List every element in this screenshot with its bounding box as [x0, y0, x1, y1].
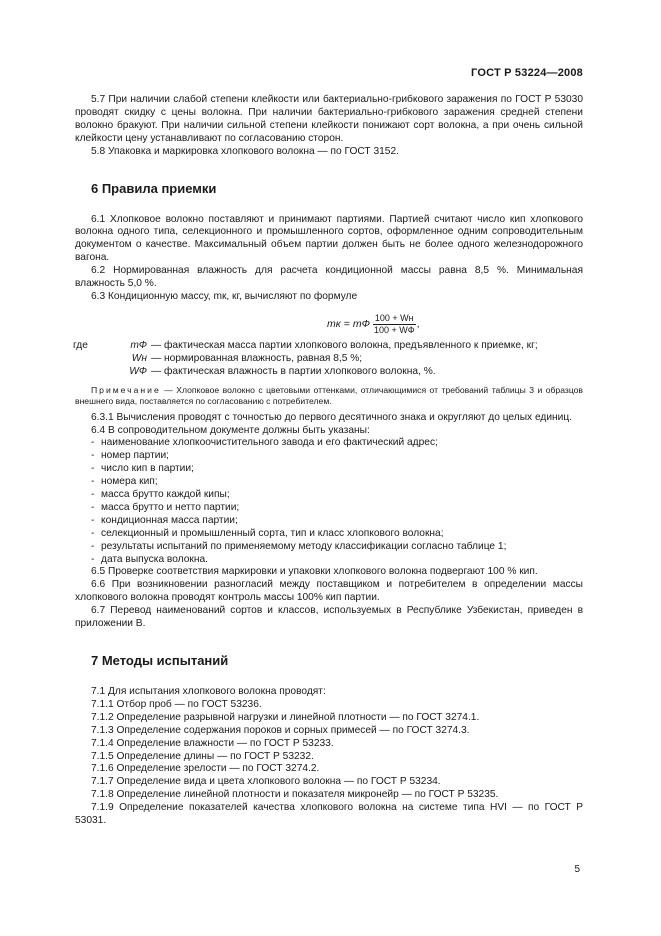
- where-symbol: mФ: [130, 339, 147, 351]
- list-item: - результаты испытаний по применяемому методу классификации согласно таблице 1;: [91, 540, 507, 552]
- paragraph-7-1-9: 7.1.9 Определение показателей качества хлопкового волокна на системе типа HVI — по ГОСТ Р 53031.: [75, 802, 583, 827]
- method-item: 7.1.5 Определение длины — по ГОСТ Р 53232.: [91, 750, 314, 762]
- paragraph-6-1: 6.1 Хлопковое волокно поставляют и принимают партиями. Партией считают число кип хлопкового волокна одного типа, селекционного и промышленного сортов, оформленное одним сопроводительным документом о качестве. Максимальный объем партии должен быть не более одного железнодорожного вагона.: [75, 213, 583, 264]
- method-item: 7.1.8 Определение линейной плотности и показателя микронейр — по ГОСТ Р 53235.: [91, 789, 499, 801]
- list-item: - дата выпуска волокна.: [91, 553, 208, 565]
- where-item: [75, 366, 583, 379]
- paragraph-6-3: 6.3 Кондиционную массу, mк, кг, вычисляют по формуле: [91, 290, 358, 302]
- list-item: - масса брутто каждой кипы;: [91, 489, 230, 501]
- paragraph-6-6: 6.6 При возникновении разногласий между поставщиком и потребителем в определении массы хлопкового волокна проводят контроль массы 100% кип партии.: [75, 579, 583, 604]
- paragraph-6-7: 6.7 Перевод наименований сортов и классов, используемых в Республике Узбекистан, приведен в приложении В.: [75, 605, 583, 630]
- method-item: 7.1.7 Определение вида и цвета хлопкового волокна — по ГОСТ Р 53234.: [91, 776, 441, 788]
- formula-denominator: 100 + WФ: [373, 324, 415, 335]
- method-item: 7.1.6 Определение зрелости — по ГОСТ 3274.2.: [91, 763, 320, 775]
- list-item: - наименование хлопкоочистительного завода и его фактический адрес;: [91, 437, 438, 449]
- paragraph-6-5: 6.5 Проверке соответствия маркировки и упаковки хлопкового волокна подвергают 100 % кип.: [91, 566, 538, 578]
- paragraph-6-2: 6.2 Нормированная влажность для расчета кондиционной массы равна 8,5 %. Минимальная влажность 5,0 %.: [75, 265, 583, 290]
- method-item: 7.1.1 Отбор проб — по ГОСТ 53236.: [91, 698, 262, 710]
- section-7-title: 7 Методы испытаний: [91, 653, 229, 668]
- list-item: - число кип в партии;: [91, 463, 194, 475]
- where-text: — нормированная влажность, равная 8,5 %;: [151, 352, 363, 364]
- where-item: [75, 340, 583, 353]
- formula-numerator: 100 + Wн: [374, 312, 414, 323]
- list-item: - кондиционная масса партии;: [91, 514, 238, 526]
- list-item: - номер партии;: [91, 450, 169, 462]
- formula-equals: =: [343, 317, 350, 330]
- document-id-header: ГОСТ Р 53224—2008: [471, 67, 583, 79]
- note-text: — Хлопковое волокно с цветовыми оттенками, отличающимися от требований таблицы 3 и образцов внешнего вида, поставляется по согласованию с потребителем.: [75, 384, 583, 406]
- where-item: [75, 353, 583, 366]
- list-item: - селекционный и промышленный сорта, тип и класс хлопкового волокна;: [91, 527, 444, 539]
- method-item: 7.1 Для испытания хлопкового волокна проводят:: [91, 686, 326, 697]
- page-content: [75, 94, 583, 828]
- method-item: 7.1.3 Определение содержания пороков и сорных примесей — по ГОСТ 3274.3.: [91, 724, 470, 736]
- where-text: — фактическая масса партии хлопкового волокна, предъявленного к приемке, кг;: [151, 339, 538, 351]
- paragraph-5-7: 5.7 При наличии слабой степени клейкости или бактериально-грибкового заражения по ГОСТ Р 53030 проводят скидку с цены волокна. При наличии бактериально-грибкового заражения средней степени волокно бракуют. При наличии сильной степени клейкости понижают сорт волокна, а при очень сильной клейкости цену устанавливают по согласованию сторон.: [75, 94, 583, 144]
- where-symbol: Wн: [131, 352, 147, 364]
- method-item: 7.1.2 Определение разрывной нагрузки и линейной плотности — по ГОСТ 3274.1.: [91, 711, 480, 723]
- where-lead: где: [73, 339, 88, 351]
- paragraph-5-8: 5.8 Упаковка и маркировка хлопкового волокна — по ГОСТ 3152.: [91, 145, 399, 157]
- formula-factor: mФ: [352, 317, 370, 330]
- formula-comma: ,: [416, 317, 420, 330]
- paragraph-6-4: 6.4 В сопроводительном документе должны быть указаны:: [91, 424, 370, 436]
- formula-fraction: [372, 313, 417, 336]
- note: [75, 385, 583, 407]
- conditional-mass-formula: [75, 305, 583, 335]
- list-item: - масса брутто и нетто партии;: [91, 501, 240, 513]
- section-6-title: 6 Правила приемки: [91, 180, 217, 196]
- note-label: Примечание: [91, 384, 161, 395]
- where-text: — фактическая влажность в партии хлопкового волокна, %.: [151, 365, 436, 377]
- method-item: 7.1.4 Определение влажности — по ГОСТ Р 53233.: [91, 737, 334, 749]
- where-symbol: WФ: [129, 365, 147, 377]
- page-number: 5: [574, 864, 580, 875]
- paragraph-6-3-1: 6.3.1 Вычисления проводят с точностью до первого десятичного знака и округляют до целых единиц.: [91, 411, 573, 423]
- formula-lhs: mк: [327, 317, 341, 330]
- list-item: - номера кип;: [91, 476, 158, 488]
